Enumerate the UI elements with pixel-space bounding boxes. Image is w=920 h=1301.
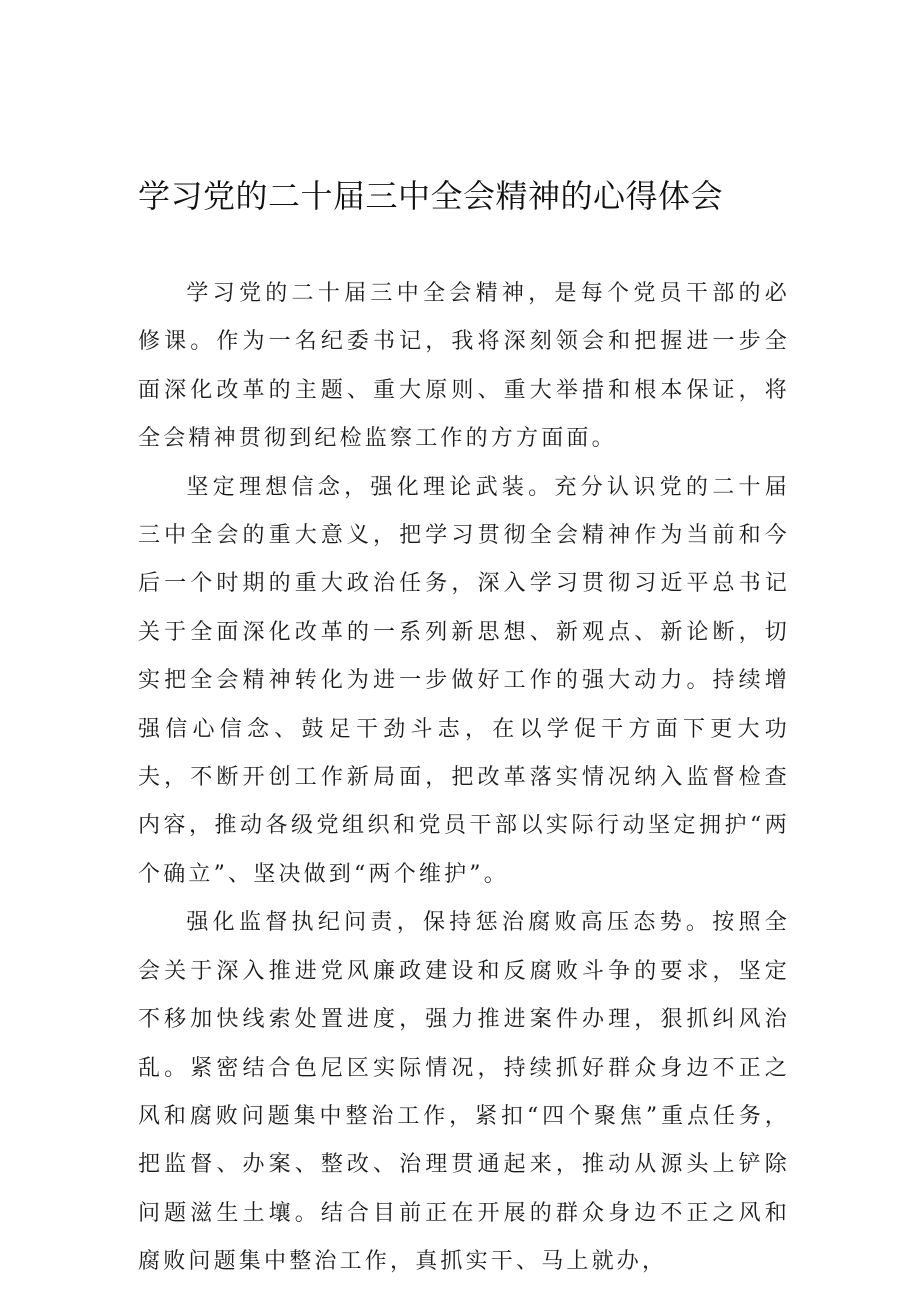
- document-title: 学习党的二十届三中全会精神的心得体会: [138, 177, 724, 215]
- paragraph-intro: 学习党的二十届三中全会精神，是每个党员干部的必修课。作为一名纪委书记，我将深刻领会和把握进一步全面深化改革的主题、重大原则、重大举措和根本保证，将全会精神贯彻到纪检监察工作的方方面面。: [138, 281, 790, 452]
- paragraph-ideals: 坚定理想信念，强化理论武装。充分认识党的二十届三中全会的重大意义，把学习贯彻全会精神作为当前和今后一个时期的重大政治任务，深入学习贯彻习近平总书记关于全面深化改革的一系列新思想、新观点、新论断，切实把全会精神转化为进一步做好工作的强大动力。持续增强信心信念、鼓足干劲斗志，在以学促干方面下更大功夫，不断开创工作新局面，把改革落实情况纳入监督检查内容，推动各级党组织和党员干部以实际行动坚定拥护“两个确立”、坚决做到“两个维护”。: [138, 474, 790, 887]
- paragraph-supervision: 强化监督执纪问责，保持惩治腐败高压态势。按照全会关于深入推进党风廉政建设和反腐败斗争的要求，坚定不移加快线索处置进度，强力推进案件办理，狠抓纠风治乱。紧密结合色尼区实际情况，持续抓好群众身边不正之风和腐败问题集中整治工作，紧扣“四个聚焦”重点任务，把监督、办案、整改、治理贯通起来，推动从源头上铲除问题滋生土壤。结合目前正在开展的群众身边不正之风和腐败问题集中整治工作，真抓实干、马上就办，: [138, 910, 790, 1275]
- document-body: [138, 270, 790, 1287]
